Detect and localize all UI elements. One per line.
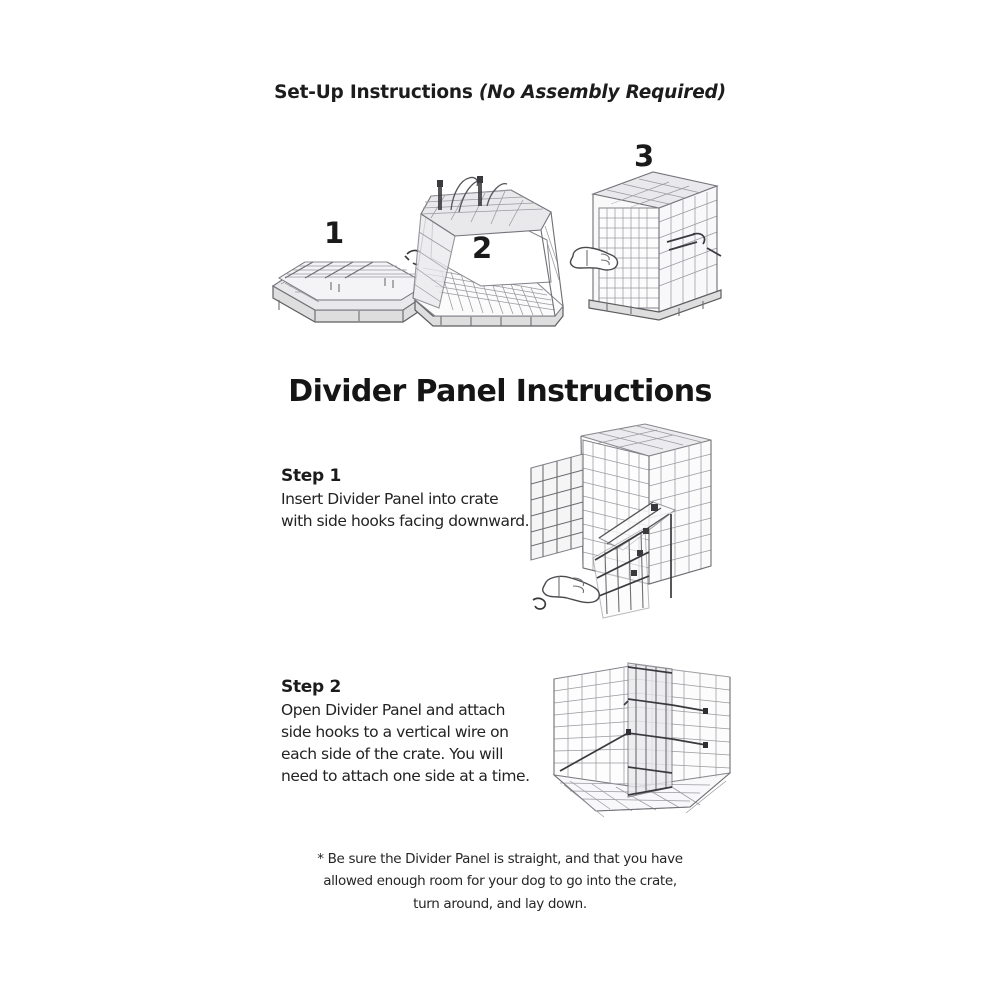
setup-step-number-1: 1 [324, 216, 345, 250]
divider-step-1-label: Step 1 [281, 466, 342, 486]
divider-step-2-line-1: Open Divider Panel and attach [281, 701, 505, 719]
divider-step-2-body [281, 699, 530, 787]
divider-step-2-line-4: need to attach one side at a time. [281, 767, 530, 785]
diagram-folded-crate [273, 251, 433, 322]
divider-step-2-label: Step 2 [281, 677, 342, 697]
footnote-note [0, 848, 1000, 915]
setup-title-main: Set-Up Instructions [274, 82, 479, 103]
divider-step-1-body [281, 488, 529, 532]
diagram-assembled-crate [570, 172, 721, 320]
footnote-line-2: allowed enough room for your dog to go into the crate, [323, 873, 677, 890]
divider-panel-title: Divider Panel Instructions [288, 374, 712, 409]
divider-step-2-line-3: each side of the crate. You will [281, 745, 503, 763]
setup-title-italic: (No Assembly Required) [478, 82, 726, 103]
footnote-line-1: * Be sure the Divider Panel is straight, and that you have [317, 851, 683, 867]
divider-step-2 [281, 677, 530, 787]
setup-instructions-title [0, 82, 1000, 103]
divider-step-1 [281, 466, 529, 532]
divider-step-1-line-2: with side hooks facing downward. [281, 512, 530, 530]
footnote-line-3: turn around, and lay down. [413, 895, 587, 912]
setup-step-number-2: 2 [472, 231, 493, 265]
setup-step-number-3: 3 [634, 139, 655, 173]
divider-step-2-illustration [540, 655, 740, 825]
divider-step-1-line-1: Insert Divider Panel into crate [281, 490, 499, 508]
divider-step-1-illustration [525, 418, 735, 633]
divider-step-2-line-2: side hooks to a vertical wire on [281, 723, 509, 741]
